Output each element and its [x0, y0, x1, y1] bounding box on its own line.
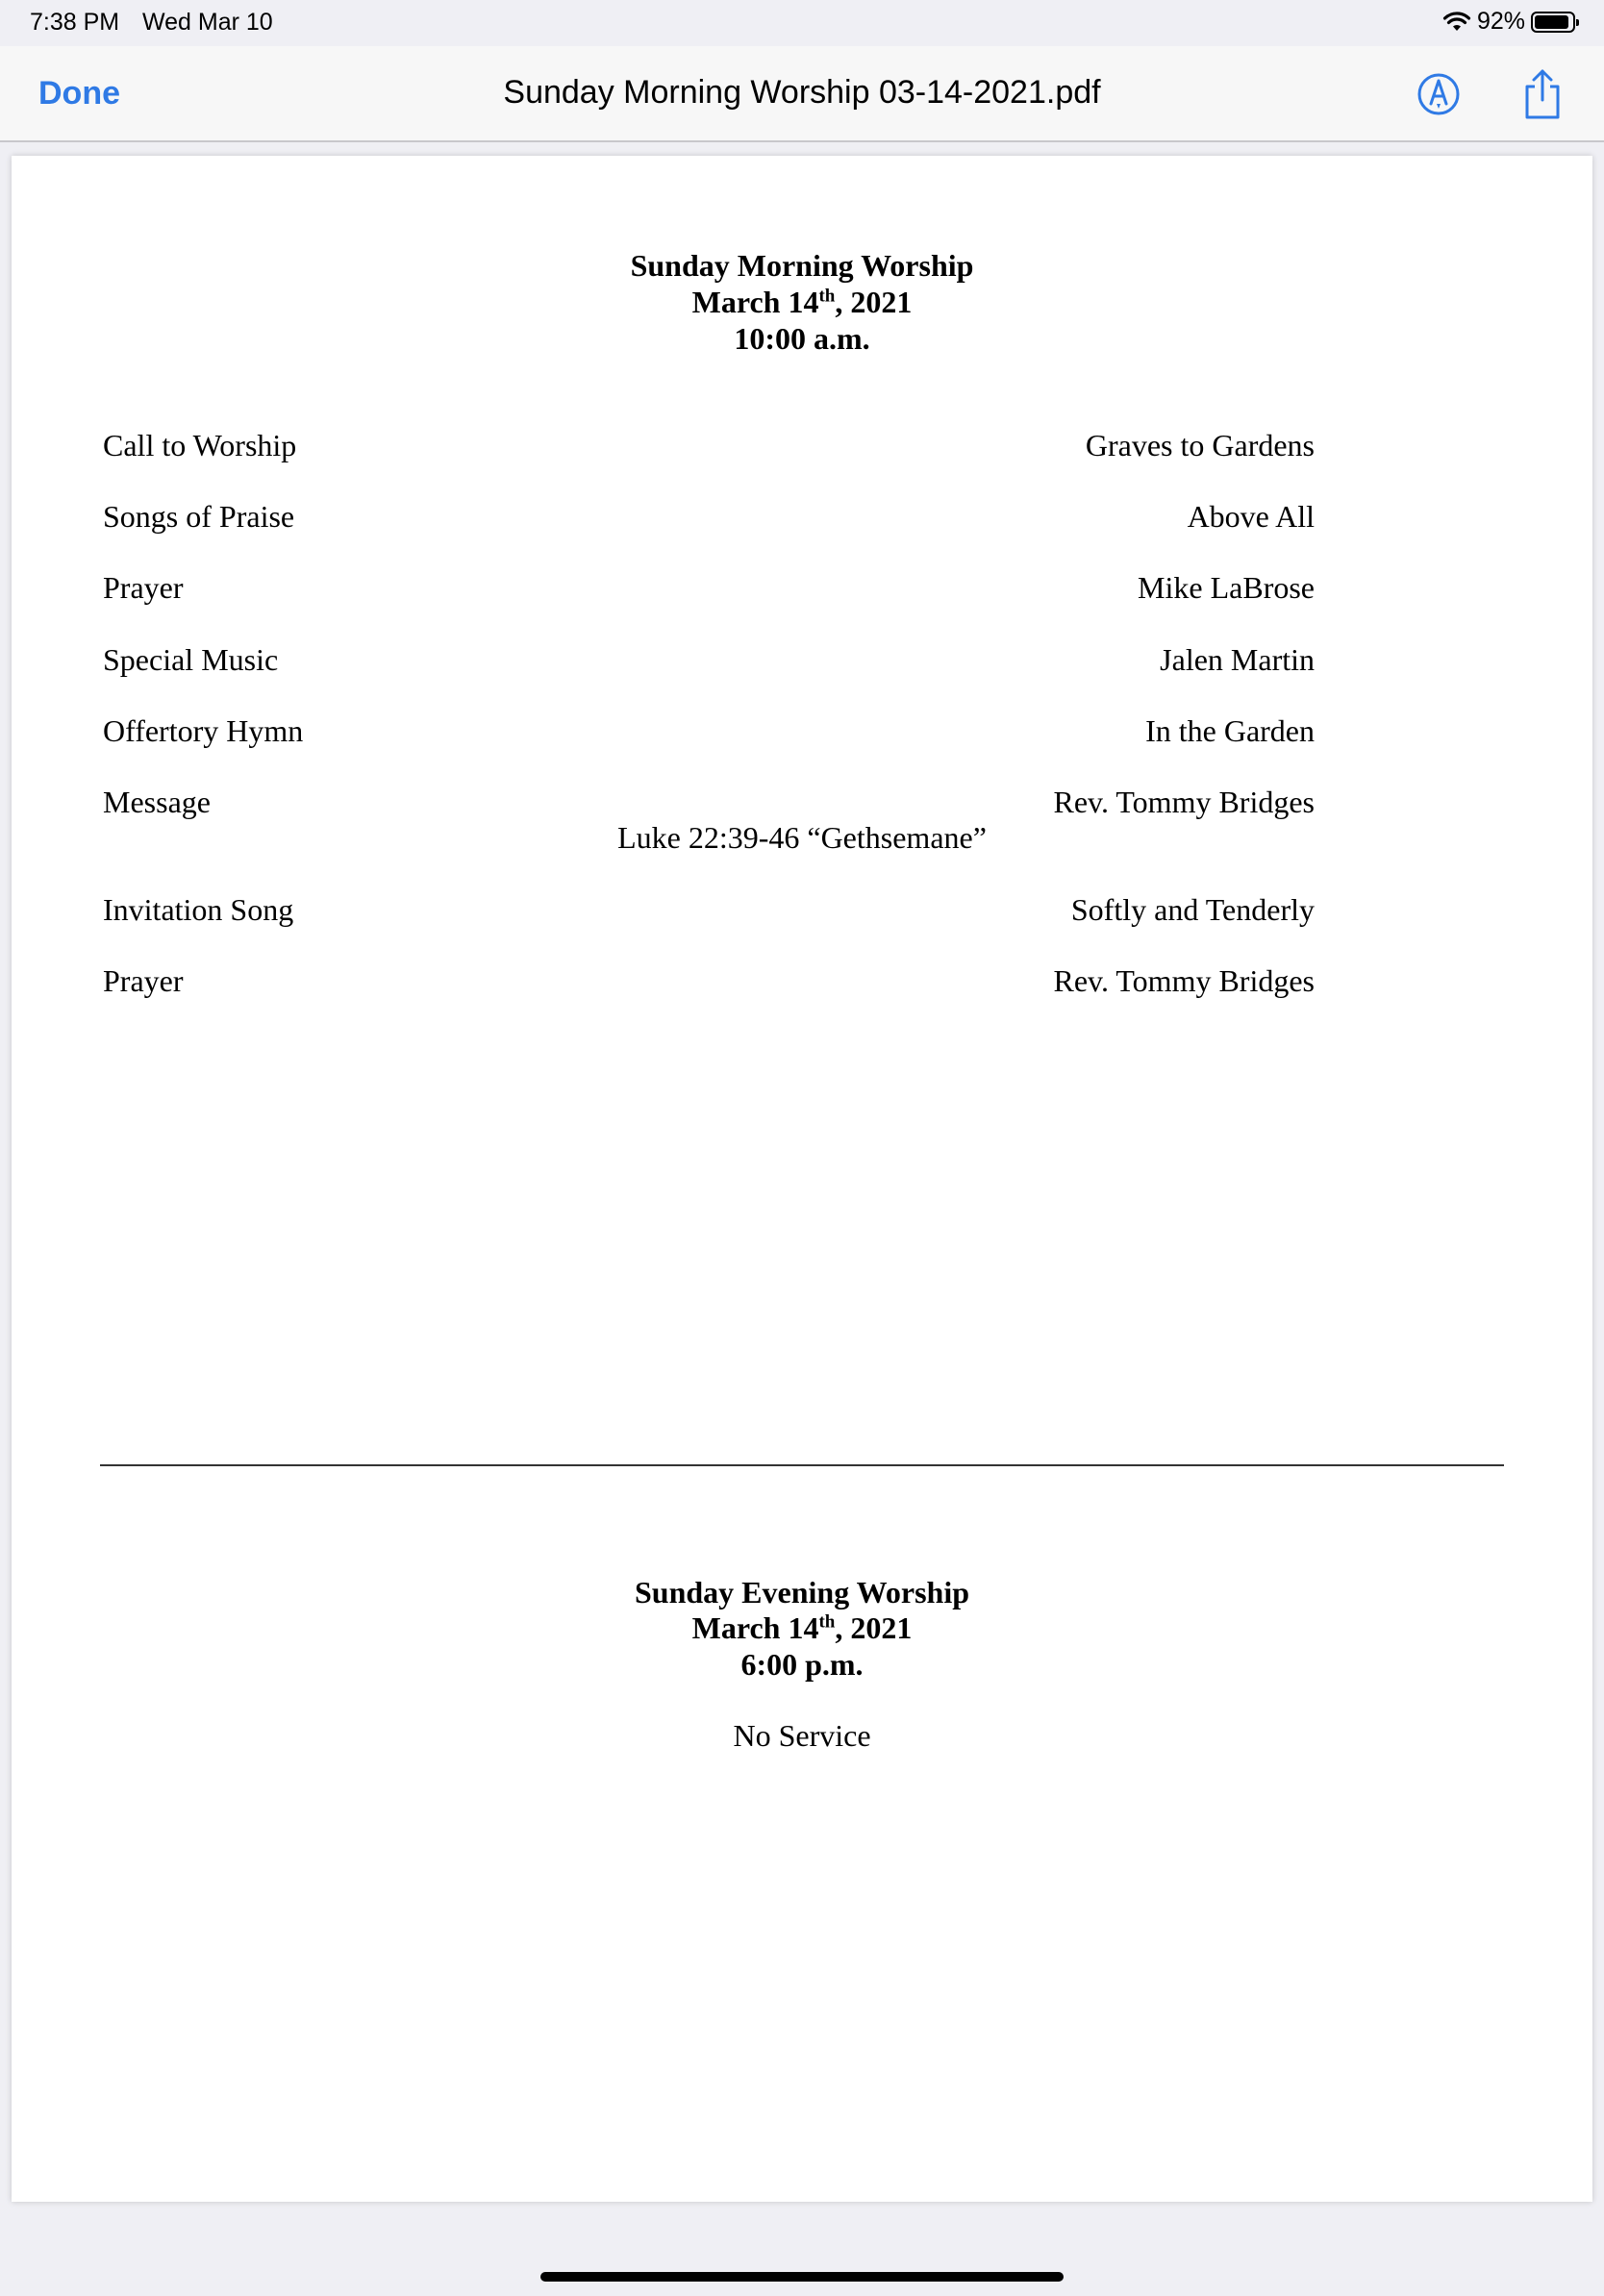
navigation-bar [0, 46, 1604, 142]
pdf-page[interactable] [12, 156, 1592, 2202]
status-time: 7:38 PM [30, 9, 120, 36]
morning-date-prefix: March 14 [691, 285, 819, 319]
battery-percent: 92% [1476, 8, 1525, 35]
order-item-detail: Rev. Tommy Bridges [1053, 785, 1315, 819]
order-item-label: Songs of Praise [103, 499, 295, 534]
morning-date-suffix: , 2021 [835, 285, 913, 319]
section-divider [100, 1464, 1504, 1466]
evening-date-prefix: March 14 [691, 1610, 819, 1645]
morning-date [12, 285, 1592, 320]
evening-title: Sunday Evening Worship [634, 1575, 969, 1610]
evening-note: No Service [733, 1718, 871, 1753]
order-item-detail: Mike LaBrose [1138, 570, 1315, 605]
done-button[interactable]: Done [38, 75, 120, 112]
order-item-detail: In the Garden [1145, 713, 1315, 748]
order-item-label: Special Music [103, 642, 279, 677]
battery-level [1535, 15, 1568, 29]
evening-time: 6:00 p.m. [740, 1647, 864, 1682]
order-item-label: Call to Worship [103, 428, 297, 462]
evening-date-sup: th [818, 1611, 836, 1633]
order-item-label: Prayer [103, 570, 184, 605]
document-title: Sunday Morning Worship 03-14-2021.pdf [503, 74, 1101, 111]
status-date: Wed Mar 10 [142, 9, 273, 36]
morning-time: 10:00 a.m. [734, 321, 870, 356]
battery-cap [1576, 19, 1579, 26]
order-item-label: Message [103, 785, 211, 819]
order-item-detail: Softly and Tenderly [1070, 892, 1315, 927]
status-indicators [1442, 8, 1575, 36]
order-item-detail: Graves to Gardens [1085, 428, 1315, 462]
status-bar [0, 0, 1604, 46]
share-icon[interactable] [1519, 67, 1566, 121]
home-indicator[interactable] [540, 2272, 1064, 2282]
order-item-label: Offertory Hymn [103, 713, 304, 748]
order-item-detail: Rev. Tommy Bridges [1053, 963, 1315, 998]
order-item-detail: Above All [1187, 499, 1315, 534]
battery-icon [1531, 12, 1575, 33]
evening-date [12, 1610, 1592, 1646]
evening-date-suffix: , 2021 [835, 1610, 913, 1645]
scripture-reference: Luke 22:39-46 “Gethsemane” [617, 820, 987, 855]
markup-icon[interactable] [1416, 71, 1462, 117]
wifi-icon [1442, 11, 1471, 34]
order-item-label: Invitation Song [103, 892, 294, 927]
order-item-detail: Jalen Martin [1160, 642, 1315, 677]
morning-title: Sunday Morning Worship [630, 248, 974, 283]
morning-date-sup: th [818, 286, 836, 307]
order-item-label: Prayer [103, 963, 184, 998]
